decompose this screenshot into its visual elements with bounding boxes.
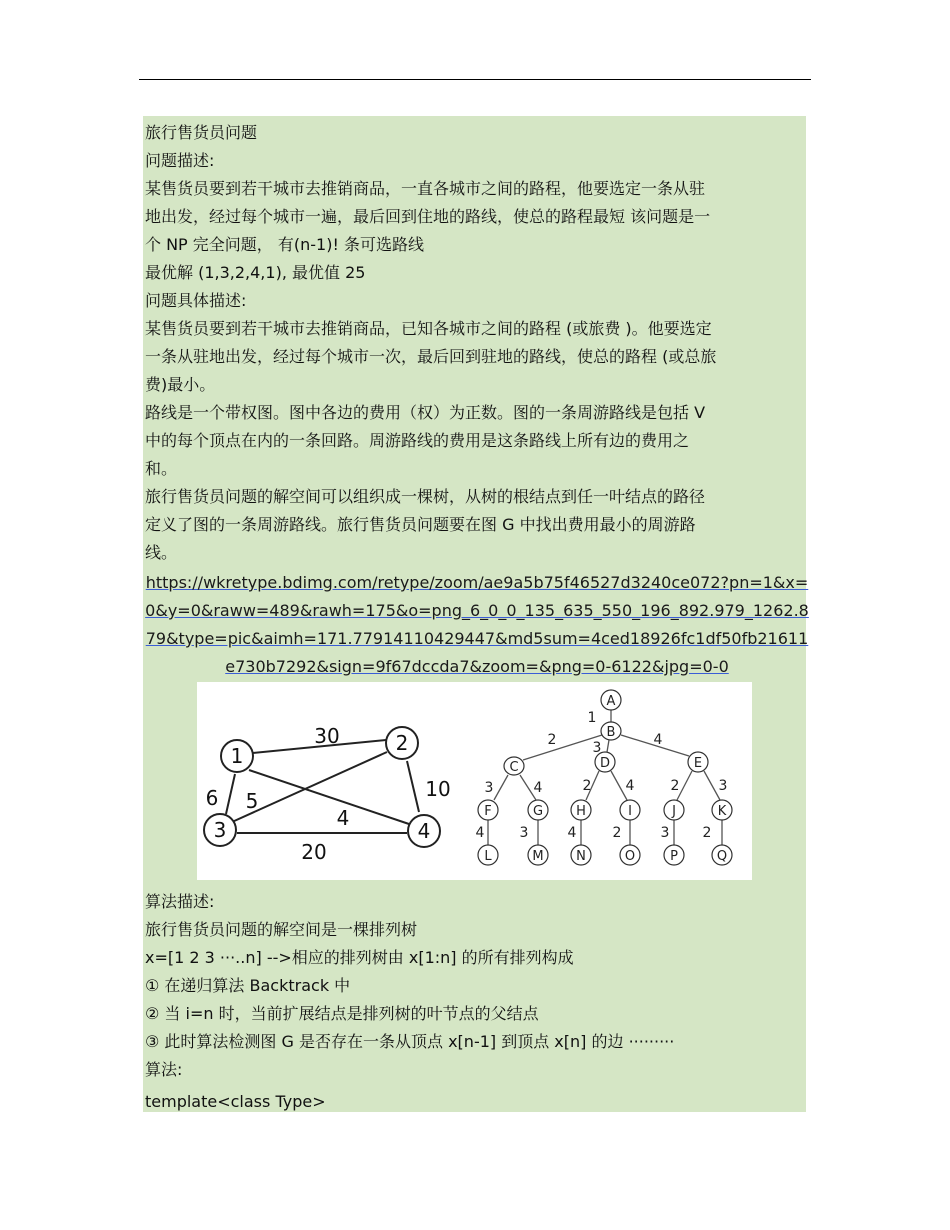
graph-weight-label: 6: [205, 786, 219, 810]
graph-weight-label: 20: [301, 840, 327, 864]
section-heading: 算法:: [145, 1060, 183, 1079]
section-heading: 算法描述:: [145, 892, 215, 911]
paragraph-line: 旅行售货员问题的解空间是一棵排列树: [145, 920, 418, 939]
paragraph-line: 线。: [145, 543, 178, 562]
tree-edge-label: 2: [547, 732, 557, 748]
tree-edge: [494, 775, 508, 800]
paragraph-line: 费)最小。: [145, 375, 216, 394]
section-heading: 问题具体描述:: [145, 291, 247, 310]
graph-weight-label: 30: [314, 724, 340, 748]
graph-edge: [407, 761, 419, 812]
tree-node-label: G: [532, 804, 544, 819]
tree-edge-label: 4: [567, 825, 577, 841]
tree-node-label: N: [576, 849, 586, 864]
paragraph-line: 某售货员要到若干城市去推销商品，已知各城市之间的路程 (或旅费 )。他要选定: [145, 319, 712, 338]
tree-edge-label: 2: [702, 825, 712, 841]
graph-weight-label: 10: [425, 777, 451, 801]
paragraph-line: 某售货员要到若干城市去推销商品，一直各城市之间的路程，他要选定一条从驻: [145, 179, 706, 198]
tree-edge-label: 1: [587, 710, 597, 726]
tree-node-label: I: [628, 804, 632, 819]
graph-node-label: 2: [395, 731, 409, 755]
figure-svg: [197, 682, 752, 880]
tree-node-label: F: [484, 804, 492, 819]
tree-node-label: D: [599, 756, 611, 771]
tree-node-label: J: [672, 804, 676, 819]
doc-title: 旅行售货员问题: [145, 123, 258, 142]
best-solution: 最优解 (1,3,2,4,1), 最优值 25: [145, 263, 366, 282]
graph-edge: [226, 774, 235, 814]
graph-node-label: 1: [230, 744, 244, 768]
list-item: ② 当 i=n 时，当前扩展结点是排列树的叶节点的父结点: [145, 1004, 539, 1023]
section-heading: 问题描述:: [145, 151, 215, 170]
tree-edge-label: 4: [475, 825, 485, 841]
tree-node-label: M: [532, 849, 544, 864]
paragraph-line: 中的每个顶点在内的一条回路。周游路线的费用是这条路线上所有边的费用之: [145, 431, 690, 450]
paragraph-line: x=[1 2 3 ···..n] -->相应的排列树由 x[1:n] 的所有排列构成: [145, 948, 574, 967]
paragraph-line: 和。: [145, 459, 178, 478]
graph-weight-label: 4: [336, 806, 350, 830]
tree-edge-label: 2: [612, 825, 622, 841]
tree-nodes: [475, 690, 732, 865]
tree-edge: [523, 735, 602, 760]
tree-edge-label: 4: [533, 780, 543, 796]
tree-edge-label: 4: [625, 778, 635, 794]
tree-node-label: K: [717, 804, 727, 819]
tree-node-label: A: [606, 694, 616, 709]
tree-edge-label: 3: [718, 778, 728, 794]
list-item: ③ 此时算法检测图 G 是否存在一条从顶点 x[n-1] 到顶点 x[n] 的边 ·········: [145, 1032, 675, 1051]
tree-edge-label: 3: [660, 825, 670, 841]
paragraph-line: 路线是一个带权图。图中各边的费用（权）为正数。图的一条周游路线是包括 V: [145, 403, 706, 422]
image-url-link[interactable]: [145, 569, 809, 681]
graph-weight-label: 5: [245, 789, 259, 813]
list-item: ① 在递归算法 Backtrack 中: [145, 976, 351, 995]
tree-edge-label: 3: [484, 780, 494, 796]
header-rule: [139, 79, 811, 80]
tree-node-label: L: [484, 849, 492, 864]
image-url-text[interactable]: https://wkretype.bdimg.com/retype/zoom/ae9a5b75f46527d3240ce072?pn=1&x=0&y=0&raww=489&rawh=175&o=png_6_0_0_135_635_550_196_892.979_1262.879&type=pic&aimh=171.77914110429447&md5sum=4ced18926fc1df50fb21611e730b7292&sign=9f67dccda7&zoom=&png=0-6122&jpg=0-0: [145, 573, 809, 676]
paragraph-line: 地出发，经过每个城市一遍，最后回到住地的路线，使总的路程最短 该问题是一: [145, 207, 711, 226]
tree-node-label: O: [624, 849, 636, 864]
tree-edge: [607, 740, 609, 752]
tree-node-label: H: [576, 804, 586, 819]
paragraph-line: 定义了图的一条周游路线。旅行售货员问题要在图 G 中找出费用最小的周游路: [145, 515, 696, 534]
tree-edge-label: 2: [582, 778, 592, 794]
paragraph-line: 一条从驻地出发，经过每个城市一次，最后回到驻地的路线，使总的路程 (或总旅: [145, 347, 717, 366]
graph-node-label: 4: [417, 819, 431, 843]
tree-edge-label: 3: [592, 740, 602, 756]
tree-node-label: P: [670, 849, 678, 864]
paragraph-line: 旅行售货员问题的解空间可以组织成一棵树，从树的根结点到任一叶结点的路径: [145, 487, 706, 506]
code-line: template<class Type>: [145, 1092, 326, 1111]
tree-node-label: B: [606, 725, 616, 740]
paragraph-line: 个 NP 完全问题， 有(n-1)! 条可选路线: [145, 235, 424, 254]
tree-node-label: Q: [716, 849, 728, 864]
tree-node-label: C: [509, 760, 519, 775]
figure-graph-and-tree: [197, 682, 752, 880]
tree-edge-label: 3: [519, 825, 529, 841]
tree-edge-label: 2: [670, 778, 680, 794]
tree-node-label: E: [693, 756, 703, 771]
tree-edge-label: 4: [653, 732, 663, 748]
graph-node-label: 3: [213, 818, 227, 842]
